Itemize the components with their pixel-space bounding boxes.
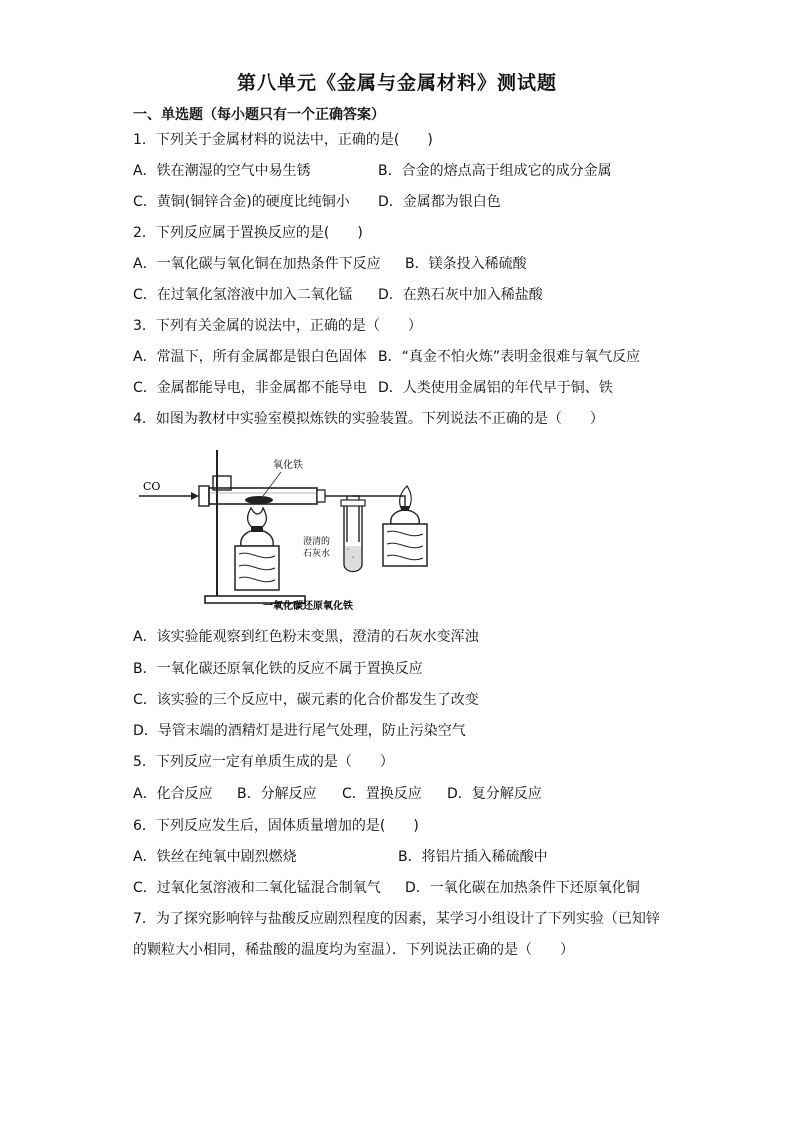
page-title: 第八单元《金属与金属材料》测试题 bbox=[236, 72, 557, 94]
limewater-label-1: 澄清的 bbox=[303, 537, 331, 547]
question-3-stem: 3．下列有关金属的说法中，正确的是（ ） bbox=[133, 318, 422, 334]
question-2-option-a: A．一氧化碳与氧化铜在加热条件下反应 bbox=[133, 256, 381, 272]
question-6-stem: 6．下列反应发生后，固体质量增加的是( ) bbox=[133, 818, 419, 834]
question-1-option-b: B．合金的熔点高于组成它的成分金属 bbox=[378, 163, 612, 179]
lamp-wick-1 bbox=[251, 526, 263, 532]
question-2-stem: 2．下列反应属于置换反应的是( ) bbox=[133, 225, 363, 241]
limewater-label-2: 石灰水 bbox=[303, 549, 331, 559]
question-5-option-c: C．置换反应 bbox=[342, 786, 422, 802]
question-7-stem-cont: 的颗粒大小相同，稀盐酸的温度均为室温）．下列说法正确的是（ ） bbox=[133, 942, 574, 958]
test-tube-stopper bbox=[341, 500, 365, 506]
question-4-option-a: A．该实验能观察到红色粉末变黑，澄清的石灰水变浑浊 bbox=[133, 629, 479, 645]
figure-caption: 一氧化碳还原氧化铁 bbox=[263, 601, 353, 612]
question-5-stem: 5．下列反应一定有单质生成的是（ ） bbox=[133, 754, 394, 770]
question-5-option-b: B．分解反应 bbox=[237, 786, 317, 802]
question-5-option-a: A．化合反应 bbox=[133, 786, 213, 802]
question-1-option-d: D．金属都为银白色 bbox=[378, 194, 501, 210]
lamp-wick-2 bbox=[401, 506, 409, 511]
question-1-stem: 1．下列关于金属材料的说法中，正确的是( ) bbox=[133, 132, 433, 148]
stopper-left bbox=[199, 486, 209, 506]
question-3-option-d: D．人类使用金属铝的年代早于铜、铁 bbox=[378, 380, 613, 396]
question-3-option-b: B．“真金不怕火炼”表明金很难与氧气反应 bbox=[378, 349, 641, 365]
question-6-option-d: D．一氧化碳在加热条件下还原氧化铜 bbox=[405, 880, 640, 896]
question-2-option-d: D．在熟石灰中加入稀盐酸 bbox=[378, 287, 543, 303]
question-7-stem: 7．为了探究影响锌与盐酸反应剧烈程度的因素，某学习小组设计了下列实验（已知锌 bbox=[133, 911, 660, 927]
question-1-option-c: C．黄铜(铜锌合金)的硬度比纯铜小 bbox=[133, 194, 350, 210]
question-4-option-d: D．导管末端的酒精灯是进行尾气处理，防止污染空气 bbox=[133, 723, 466, 739]
alcohol-lamp-2 bbox=[391, 510, 420, 524]
bubble-1: ° bbox=[347, 548, 349, 553]
question-6-option-c: C．过氧化氢溶液和二氧化锰混合制氧气 bbox=[133, 880, 381, 896]
question-3-option-a: A．常温下，所有金属都是银白色固体 bbox=[133, 349, 367, 365]
question-2-option-b: B．镁条投入稀硫酸 bbox=[405, 256, 527, 272]
co-label: CO bbox=[143, 480, 161, 493]
question-6-option-b: B．将铝片插入稀硫酸中 bbox=[398, 849, 548, 865]
wooden-block-2 bbox=[383, 524, 427, 566]
section-heading: 一、单选题（每小题只有一个正确答案） bbox=[133, 107, 385, 123]
question-1-option-a: A．铁在潮湿的空气中易生锈 bbox=[133, 163, 311, 179]
oxide-pointer bbox=[263, 472, 281, 496]
question-4-stem: 4．如图为教材中实验室模拟炼铁的实验装置。下列说法不正确的是（ ） bbox=[133, 411, 604, 427]
bubble-2: ° bbox=[352, 556, 354, 561]
oxide-label: 氧化铁 bbox=[273, 460, 303, 471]
question-6-option-a: A．铁丝在纯氧中剧烈燃烧 bbox=[133, 849, 297, 865]
alcohol-lamp-1 bbox=[241, 530, 273, 546]
apparatus-figure bbox=[133, 446, 433, 612]
stopper-right bbox=[317, 490, 325, 502]
co-arrowhead bbox=[191, 492, 199, 500]
iron-oxide-powder bbox=[245, 496, 273, 504]
question-3-option-c: C．金属都能导电，非金属都不能导电 bbox=[133, 380, 367, 396]
question-5-option-d: D．复分解反应 bbox=[447, 786, 542, 802]
question-4-option-c: C．该实验的三个反应中，碳元素的化合价都发生了改变 bbox=[133, 692, 479, 708]
question-2-option-c: C．在过氧化氢溶液中加入二氧化锰 bbox=[133, 287, 353, 303]
question-4-option-b: B．一氧化碳还原氧化铁的反应不属于置换反应 bbox=[133, 661, 423, 677]
